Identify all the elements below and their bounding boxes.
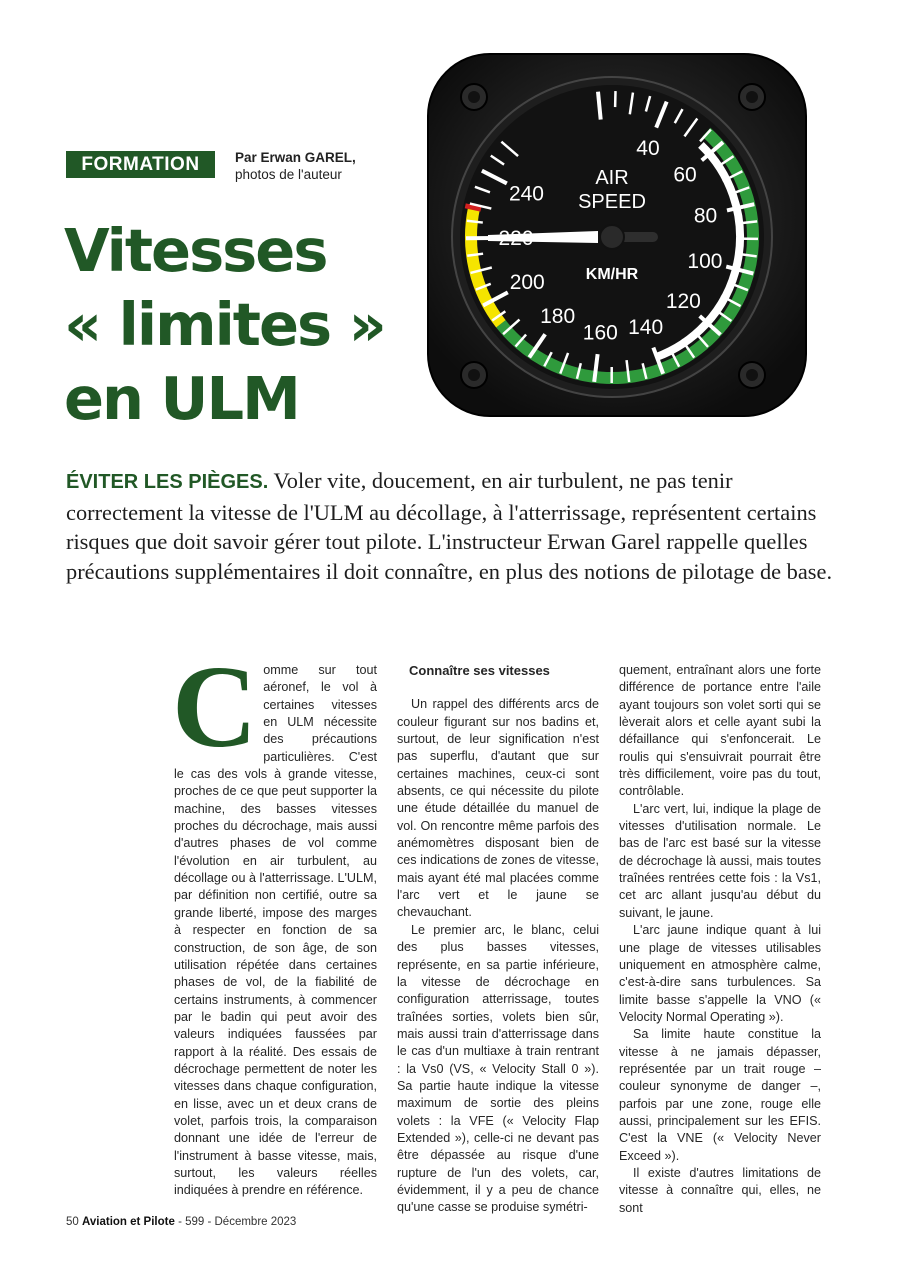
screw-hole-icon — [468, 91, 480, 103]
gauge-tick-label: 180 — [540, 305, 576, 329]
gauge-tick-label: 80 — [693, 204, 718, 228]
lead-paragraph — [66, 466, 846, 586]
screw-hole-icon — [746, 91, 758, 103]
gauge-tick-label: 60 — [673, 163, 697, 187]
gauge-tick-label: 240 — [508, 182, 544, 206]
gauge-tick — [741, 221, 757, 223]
gauge-needle-hub — [600, 225, 624, 249]
gauge-tick-label: 140 — [628, 315, 664, 339]
gauge-tick — [598, 92, 601, 120]
body-column-1 — [172, 641, 377, 1200]
airspeed-indicator-image — [426, 52, 808, 418]
article-title — [64, 214, 385, 436]
lead-text: Voler vite, doucement, en air turbulent, ne pas tenir correctement la vitesse de l'ULM au décollage, à l'atterrissage, représentent certains risques que doit savoir gérer tout pilote. L'instructeur Erwan Garel rappelle quelles précautions supplémentaires il doit connaître, en plus des notions de pilotage de base. — [66, 468, 833, 584]
body-paragraph: omme sur tout aéronef, le vol à certaines vitesses en ULM nécessite des précautions particulières. C'est le cas des vols à grande vitesse, proches de ce que peut supporter la machine, des basses vitesses proches du décrochage, mais aussi d'autres phases de vol comme l'évolution en air turbulent, au décollage ou à l'atterrissage. L'ULM, par définition non certifié, outre sa grande liberté, impose des marges à respecter en fonction de sa construction, de son âge, de son utilisation répétée dans certaines phases de vol, de la fiabilité de certains instruments, à commencer par le badin qui peut avoir des valeurs indiquées faussées par rapport à la réalité. Des essais de décrochage permettent de noter les vitesses dans chaque configuration, en lisse, avec un et deux crans de volet, parfois trois, la comparaison donnant une idée de l'erreur de l'instrument à basse vitesse, mais, surtout, les valeurs réelles indiquées à prendre en référence. — [174, 663, 377, 1198]
photo-credit: photos de l'auteur — [235, 167, 342, 182]
body-column-2 — [397, 662, 599, 1217]
gauge-tick-label: 120 — [665, 290, 701, 314]
title-line-2: « limites » — [64, 290, 385, 359]
drop-cap: C — [172, 641, 258, 772]
screw-hole-icon — [468, 369, 480, 381]
gauge-tick-label: 40 — [636, 136, 660, 160]
gauge-tick-label: 100 — [687, 250, 723, 274]
gauge-tick-label: 160 — [582, 321, 618, 345]
title-line-3: en ULM — [64, 364, 299, 433]
body-paragraph: Il existe d'autres limitations de vitesse à connaître qui, elles, ne sont — [619, 1165, 821, 1215]
body-paragraph: Le premier arc, le blanc, celui des plus basses vitesses, représente, en sa partie inférieure, la vitesse de décrochage en configuration atterrissage, toutes traînées sorties, volets bien sûr, mais aussi train d'atterrissage dans le cas d'un multiaxe à train rentrant : la Vs0 (VS, « Velocity Stall 0 »). Sa partie haute indique la vitesse maximum de sortie des pleins volets : la VFE (« Velocity Flap Extended »), celle-ci ne devant pas être dépassée au risque d'une rupture de l'un des volets, car, évidemment, il y a peu de chance qu'une casse se produise symétri- — [397, 922, 599, 1215]
body-paragraph: Un rappel des différents arcs de couleur figurant sur nos badins et, surtout, de leur signification n'est pas superflu, d'autant que sur certaines machines, ceux-ci sont absents, ce qui nécessite du pilote une étude détaillée du manuel de vol. On rencontre même parfois des anémomètres disposant bien de ces indications de zones de vitesse, mais ayant été mal placées comme l'arc vert et le jaune se chevauchant. — [397, 697, 599, 920]
section-tag: FORMATION — [66, 151, 215, 178]
issue-info: - 599 - Décembre 2023 — [174, 1216, 297, 1228]
title-line-1: Vitesses — [64, 216, 327, 285]
body-paragraph: Sa limite haute constitue la vitesse à ne jamais dépasser, représentée par un trait rouge – couleur synonyme de danger –, parfois par une zone, rouge elle aussi, principalement sur les EFIS. C'est la VNE (« Velocity Never Exceed »). — [619, 1027, 821, 1163]
lead-kicker: ÉVITER LES PIÈGES. — [66, 471, 269, 493]
body-paragraph: quement, entraînant alors une forte différence de portance entre l'aile ayant toujours son volet sorti qui se lèverait alors et celle ayant subi la défaillance qui s'enfoncerait. Le roulis qui s'ensuivrait pourrait être très difficilement, voire pas du tout, contrôlable. — [619, 663, 821, 799]
magazine-name: Aviation et Pilote — [82, 1216, 175, 1228]
page-number: 50 — [66, 1216, 79, 1228]
gauge-unit: KM/HR — [585, 266, 639, 283]
gauge-label-speed: SPEED — [578, 191, 646, 213]
body-paragraph: L'arc vert, lui, indique la plage de vitesses d'utilisation normale. Le bas de l'arc est basé sur la vitesse de décrochage là aussi, mais toutes traînées rentrées cette fois : la Vs1, cet arc allant jusqu'au début du suivant, le jaune. — [619, 801, 821, 920]
gauge-tick-label: 200 — [509, 271, 545, 295]
screw-hole-icon — [746, 369, 758, 381]
gauge-label-air: AIR — [595, 167, 629, 189]
author-name: Par Erwan GAREL, — [235, 150, 356, 165]
body-column-3 — [619, 662, 821, 1217]
page-footer — [66, 1216, 296, 1228]
body-paragraph: L'arc jaune indique quant à lui une plage de vitesses utilisables uniquement en atmosphère calme, c'est-à-dire sans turbulences. Sa limite basse s'appelle la VNO (« Velocity Normal Operating »). — [619, 923, 821, 1024]
gauge-tick — [467, 221, 483, 223]
byline — [235, 149, 356, 183]
section-subhead: Connaître ses vitesses — [409, 663, 550, 678]
